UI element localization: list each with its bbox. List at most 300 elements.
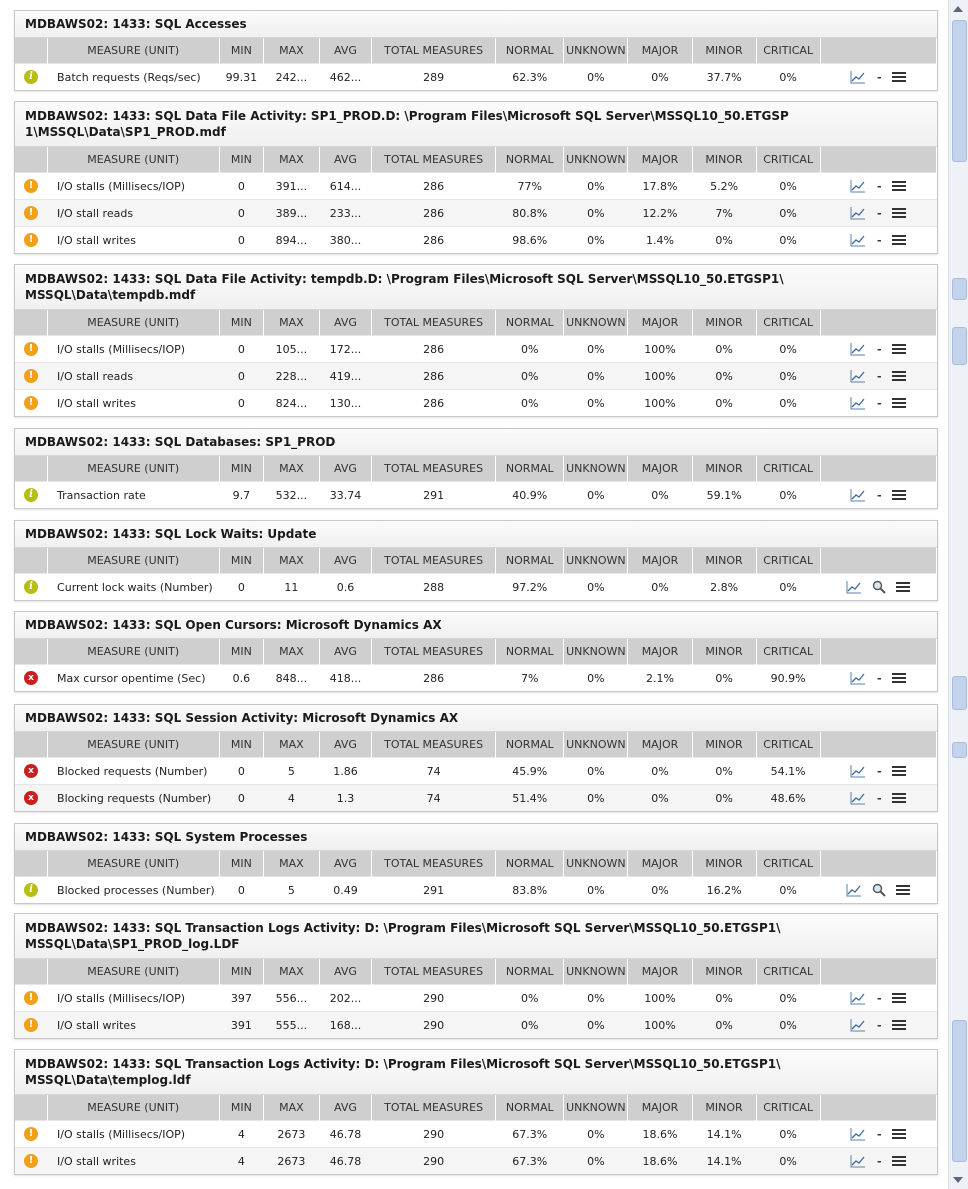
actions-column-header	[820, 38, 936, 64]
table-header-row	[15, 851, 937, 877]
column-header-major[interactable]: MAJOR	[628, 548, 692, 574]
column-header-minor[interactable]: MINOR	[692, 310, 756, 336]
severity-cell	[15, 985, 47, 1012]
column-header-minor[interactable]: MINOR	[692, 851, 756, 877]
column-header-avg[interactable]: AVG	[319, 1095, 371, 1121]
column-header-min[interactable]: MIN	[219, 732, 263, 758]
unknown-value: 0%	[564, 1148, 628, 1175]
min-value: 0	[219, 390, 263, 417]
details-list-icon[interactable]	[892, 208, 906, 219]
details-list-icon[interactable]	[892, 793, 906, 804]
column-header-critical[interactable]: CRITICAL	[756, 456, 820, 482]
severity-column-header	[15, 147, 47, 173]
vertical-scrollbar[interactable]	[948, 0, 968, 1189]
column-header-minor[interactable]: MINOR	[692, 548, 756, 574]
total-value: 286	[372, 390, 496, 417]
row-actions	[820, 758, 936, 785]
normal-value: 51.4%	[496, 785, 564, 812]
column-header-min[interactable]: MIN	[219, 38, 263, 64]
no-drilldown-dash: -	[877, 1154, 882, 1168]
column-header-measure[interactable]: MEASURE (UNIT)	[47, 310, 219, 336]
severity-column-header	[15, 38, 47, 64]
column-header-avg[interactable]: AVG	[319, 147, 371, 173]
column-header-normal[interactable]: NORMAL	[496, 1095, 564, 1121]
severity-column-header	[15, 732, 47, 758]
no-drilldown-dash: -	[877, 342, 882, 356]
total-value: 286	[372, 173, 496, 200]
column-header-unknown[interactable]: UNKNOWN	[564, 310, 628, 336]
no-drilldown-dash: -	[877, 764, 882, 778]
minor-value: 0%	[692, 363, 756, 390]
minor-value: 14.1%	[692, 1148, 756, 1175]
column-header-total[interactable]: TOTAL MEASURES	[372, 732, 496, 758]
column-header-min[interactable]: MIN	[219, 1095, 263, 1121]
column-header-major[interactable]: MAJOR	[628, 959, 692, 985]
actions-column-header	[820, 732, 936, 758]
normal-value: 97.2%	[496, 574, 564, 601]
table-header-row	[15, 38, 937, 64]
column-header-normal[interactable]: NORMAL	[496, 147, 564, 173]
details-list-icon[interactable]	[892, 1129, 906, 1140]
column-header-max[interactable]: MAX	[263, 38, 319, 64]
column-header-critical[interactable]: CRITICAL	[756, 959, 820, 985]
column-header-measure[interactable]: MEASURE (UNIT)	[47, 548, 219, 574]
normal-value: 0%	[496, 363, 564, 390]
avg-value: 46.78	[319, 1148, 371, 1175]
critical-value: 0%	[756, 877, 820, 904]
column-header-measure[interactable]: MEASURE (UNIT)	[47, 1095, 219, 1121]
major-value: 100%	[628, 390, 692, 417]
critical-value: 0%	[756, 336, 820, 363]
major-value: 18.6%	[628, 1148, 692, 1175]
no-drilldown-dash: -	[877, 791, 882, 805]
column-header-measure[interactable]: MEASURE (UNIT)	[47, 851, 219, 877]
column-header-normal[interactable]: NORMAL	[496, 732, 564, 758]
measure-name: I/O stall reads	[47, 363, 219, 390]
table-header-row	[15, 959, 937, 985]
measure-name: Current lock waits (Number)	[47, 574, 219, 601]
critical-value: 0%	[756, 1121, 820, 1148]
measures-table	[15, 1095, 937, 1174]
column-header-max[interactable]: MAX	[263, 456, 319, 482]
column-header-major[interactable]: MAJOR	[628, 732, 692, 758]
scroll-up-arrow-icon[interactable]	[953, 6, 963, 12]
column-header-unknown[interactable]: UNKNOWN	[564, 456, 628, 482]
column-header-critical[interactable]: CRITICAL	[756, 851, 820, 877]
warning-icon: !	[24, 1154, 38, 1168]
panel-title: MDBAWS02: 1433: SQL Transaction Logs Activity: D: \Program Files\Microsoft SQL Server\MSSQL10_50.ETGSP1\ MSSQL\Data\templog.ldf	[15, 1050, 937, 1095]
info-icon: i	[24, 70, 38, 84]
column-header-measure[interactable]: MEASURE (UNIT)	[47, 38, 219, 64]
major-value: 100%	[628, 363, 692, 390]
min-value: 0	[219, 200, 263, 227]
column-header-minor[interactable]: MINOR	[692, 732, 756, 758]
max-value: 2673	[263, 1148, 319, 1175]
details-list-icon[interactable]	[896, 885, 910, 896]
line-graph-icon[interactable]	[850, 207, 866, 220]
column-header-minor[interactable]: MINOR	[692, 456, 756, 482]
column-header-min[interactable]: MIN	[219, 548, 263, 574]
panel-title: MDBAWS02: 1433: SQL System Processes	[15, 824, 937, 851]
panel-title: MDBAWS02: 1433: SQL Session Activity: Microsoft Dynamics AX	[15, 705, 937, 732]
details-list-icon[interactable]	[892, 344, 906, 355]
no-drilldown-dash: -	[877, 233, 882, 247]
table-header-row	[15, 310, 937, 336]
column-header-avg[interactable]: AVG	[319, 732, 371, 758]
no-drilldown-dash: -	[877, 488, 882, 502]
details-list-icon[interactable]	[892, 993, 906, 1004]
column-header-unknown[interactable]: UNKNOWN	[564, 147, 628, 173]
min-value: 0	[219, 227, 263, 254]
info-icon: i	[24, 488, 38, 502]
min-value: 397	[219, 985, 263, 1012]
column-header-measure[interactable]: MEASURE (UNIT)	[47, 456, 219, 482]
column-header-major[interactable]: MAJOR	[628, 310, 692, 336]
normal-value: 0%	[496, 390, 564, 417]
column-header-normal[interactable]: NORMAL	[496, 548, 564, 574]
column-header-avg[interactable]: AVG	[319, 38, 371, 64]
normal-value: 0%	[496, 985, 564, 1012]
line-graph-icon[interactable]	[850, 992, 866, 1005]
unknown-value: 0%	[564, 785, 628, 812]
measures-table	[15, 851, 937, 903]
scrollbar-marker	[952, 327, 967, 365]
column-header-max[interactable]: MAX	[263, 310, 319, 336]
column-header-max[interactable]: MAX	[263, 639, 319, 665]
column-header-max[interactable]: MAX	[263, 732, 319, 758]
details-list-icon[interactable]	[892, 490, 906, 501]
severity-cell	[15, 665, 47, 692]
major-value: 12.2%	[628, 200, 692, 227]
measures-table	[15, 548, 937, 600]
no-drilldown-dash: -	[877, 179, 882, 193]
major-value: 0%	[628, 877, 692, 904]
normal-value: 83.8%	[496, 877, 564, 904]
total-value: 74	[372, 785, 496, 812]
measure-name: I/O stalls (Millisecs/IOP)	[47, 1121, 219, 1148]
column-header-minor[interactable]: MINOR	[692, 959, 756, 985]
column-header-normal[interactable]: NORMAL	[496, 851, 564, 877]
table-row	[15, 173, 937, 200]
line-graph-icon[interactable]	[850, 765, 866, 778]
column-header-unknown[interactable]: UNKNOWN	[564, 1095, 628, 1121]
column-header-major[interactable]: MAJOR	[628, 1095, 692, 1121]
details-list-icon[interactable]	[892, 766, 906, 777]
severity-column-header	[15, 310, 47, 336]
minor-value: 0%	[692, 336, 756, 363]
unknown-value: 0%	[564, 200, 628, 227]
column-header-max[interactable]: MAX	[263, 147, 319, 173]
details-list-icon[interactable]	[892, 235, 906, 246]
column-header-major[interactable]: MAJOR	[628, 456, 692, 482]
severity-column-header	[15, 639, 47, 665]
warning-icon: !	[24, 179, 38, 193]
normal-value: 45.9%	[496, 758, 564, 785]
column-header-total[interactable]: TOTAL MEASURES	[372, 548, 496, 574]
column-header-unknown[interactable]: UNKNOWN	[564, 548, 628, 574]
column-header-normal[interactable]: NORMAL	[496, 38, 564, 64]
total-value: 286	[372, 665, 496, 692]
scrollbar-thumb[interactable]	[952, 20, 967, 162]
max-value: 105...	[263, 336, 319, 363]
measure-panel	[14, 264, 938, 417]
total-value: 289	[372, 64, 496, 91]
column-header-unknown[interactable]: UNKNOWN	[564, 639, 628, 665]
major-value: 0%	[628, 758, 692, 785]
column-header-minor[interactable]: MINOR	[692, 38, 756, 64]
table-row	[15, 785, 937, 812]
line-graph-icon[interactable]	[850, 1019, 866, 1032]
column-header-critical[interactable]: CRITICAL	[756, 38, 820, 64]
column-header-unknown[interactable]: UNKNOWN	[564, 959, 628, 985]
scrollbar-marker	[952, 1020, 967, 1162]
column-header-normal[interactable]: NORMAL	[496, 959, 564, 985]
max-value: 556...	[263, 985, 319, 1012]
normal-value: 62.3%	[496, 64, 564, 91]
total-value: 291	[372, 482, 496, 509]
line-graph-icon[interactable]	[846, 884, 862, 897]
info-icon: i	[24, 883, 38, 897]
total-value: 286	[372, 336, 496, 363]
min-value: 0	[219, 785, 263, 812]
row-actions	[820, 574, 936, 601]
actions-column-header	[820, 456, 936, 482]
avg-value: 0.49	[319, 877, 371, 904]
line-graph-icon[interactable]	[850, 180, 866, 193]
column-header-major[interactable]: MAJOR	[628, 147, 692, 173]
critical-value: 48.6%	[756, 785, 820, 812]
column-header-max[interactable]: MAX	[263, 548, 319, 574]
line-graph-icon[interactable]	[850, 792, 866, 805]
column-header-measure[interactable]: MEASURE (UNIT)	[47, 147, 219, 173]
column-header-min[interactable]: MIN	[219, 639, 263, 665]
scrollbar-marker	[952, 676, 967, 710]
measures-table	[15, 639, 937, 691]
magnifier-icon[interactable]	[872, 883, 886, 897]
max-value: 894...	[263, 227, 319, 254]
measure-name: I/O stalls (Millisecs/IOP)	[47, 336, 219, 363]
column-header-min[interactable]: MIN	[219, 959, 263, 985]
avg-value: 33.74	[319, 482, 371, 509]
measure-name: I/O stalls (Millisecs/IOP)	[47, 985, 219, 1012]
measure-name: Transaction rate	[47, 482, 219, 509]
actions-column-header	[820, 147, 936, 173]
measure-panel	[14, 10, 938, 91]
column-header-major[interactable]: MAJOR	[628, 38, 692, 64]
min-value: 0	[219, 173, 263, 200]
details-list-icon[interactable]	[892, 1156, 906, 1167]
column-header-total[interactable]: TOTAL MEASURES	[372, 639, 496, 665]
actions-column-header	[820, 310, 936, 336]
column-header-minor[interactable]: MINOR	[692, 639, 756, 665]
panel-title: MDBAWS02: 1433: SQL Data File Activity: tempdb.D: \Program Files\Microsoft SQL Server\MSSQL10_50.ETGSP1\ MSSQL\Data\tempdb.mdf	[15, 265, 937, 310]
column-header-total[interactable]: TOTAL MEASURES	[372, 1095, 496, 1121]
no-drilldown-dash: -	[877, 70, 882, 84]
table-header-row	[15, 1095, 937, 1121]
minor-value: 7%	[692, 200, 756, 227]
scrollbar-marker	[952, 742, 967, 758]
major-value: 0%	[628, 64, 692, 91]
column-header-normal[interactable]: NORMAL	[496, 310, 564, 336]
column-header-minor[interactable]: MINOR	[692, 1095, 756, 1121]
scroll-down-arrow-icon[interactable]	[953, 1177, 963, 1183]
severity-cell	[15, 1012, 47, 1039]
total-value: 286	[372, 200, 496, 227]
column-header-max[interactable]: MAX	[263, 851, 319, 877]
column-header-unknown[interactable]: UNKNOWN	[564, 732, 628, 758]
details-list-icon[interactable]	[892, 398, 906, 409]
total-value: 74	[372, 758, 496, 785]
table-header-row	[15, 147, 937, 173]
column-header-min[interactable]: MIN	[219, 147, 263, 173]
major-value: 2.1%	[628, 665, 692, 692]
avg-value: 168...	[319, 1012, 371, 1039]
line-graph-icon[interactable]	[850, 234, 866, 247]
measures-table	[15, 959, 937, 1038]
scrollbar-marker	[952, 278, 967, 300]
line-graph-icon[interactable]	[846, 581, 862, 594]
severity-cell	[15, 1121, 47, 1148]
unknown-value: 0%	[564, 985, 628, 1012]
row-actions	[820, 227, 936, 254]
severity-cell	[15, 574, 47, 601]
max-value: 555...	[263, 1012, 319, 1039]
table-header-row	[15, 732, 937, 758]
severity-cell	[15, 173, 47, 200]
panel-title: MDBAWS02: 1433: SQL Databases: SP1_PROD	[15, 429, 937, 456]
row-actions	[820, 665, 936, 692]
details-list-icon[interactable]	[892, 1020, 906, 1031]
column-header-unknown[interactable]: UNKNOWN	[564, 851, 628, 877]
row-actions	[820, 336, 936, 363]
magnifier-icon[interactable]	[872, 580, 886, 594]
details-list-icon[interactable]	[892, 72, 906, 83]
minor-value: 0%	[692, 1012, 756, 1039]
avg-value: 419...	[319, 363, 371, 390]
column-header-total[interactable]: TOTAL MEASURES	[372, 959, 496, 985]
column-header-avg[interactable]: AVG	[319, 639, 371, 665]
column-header-minor[interactable]: MINOR	[692, 147, 756, 173]
column-header-min[interactable]: MIN	[219, 310, 263, 336]
line-graph-icon[interactable]	[850, 397, 866, 410]
normal-value: 7%	[496, 665, 564, 692]
warning-icon: !	[24, 206, 38, 220]
line-graph-icon[interactable]	[850, 370, 866, 383]
details-list-icon[interactable]	[892, 181, 906, 192]
no-drilldown-dash: -	[877, 1127, 882, 1141]
column-header-avg[interactable]: AVG	[319, 548, 371, 574]
total-value: 290	[372, 1148, 496, 1175]
column-header-avg[interactable]: AVG	[319, 310, 371, 336]
max-value: 4	[263, 785, 319, 812]
avg-value: 46.78	[319, 1121, 371, 1148]
line-graph-icon[interactable]	[850, 1155, 866, 1168]
minor-value: 0%	[692, 758, 756, 785]
column-header-normal[interactable]: NORMAL	[496, 456, 564, 482]
normal-value: 80.8%	[496, 200, 564, 227]
row-actions	[820, 985, 936, 1012]
critical-value: 0%	[756, 574, 820, 601]
avg-value: 462...	[319, 64, 371, 91]
column-header-measure[interactable]: MEASURE (UNIT)	[47, 959, 219, 985]
unknown-value: 0%	[564, 758, 628, 785]
total-value: 291	[372, 877, 496, 904]
critical-error-icon: x	[24, 791, 38, 805]
line-graph-icon[interactable]	[850, 1128, 866, 1141]
column-header-max[interactable]: MAX	[263, 1095, 319, 1121]
measure-name: I/O stall writes	[47, 390, 219, 417]
column-header-avg[interactable]: AVG	[319, 959, 371, 985]
minor-value: 16.2%	[692, 877, 756, 904]
table-row	[15, 1012, 937, 1039]
minor-value: 0%	[692, 390, 756, 417]
details-list-icon[interactable]	[892, 673, 906, 684]
column-header-measure[interactable]: MEASURE (UNIT)	[47, 639, 219, 665]
total-value: 290	[372, 1121, 496, 1148]
minor-value: 59.1%	[692, 482, 756, 509]
column-header-avg[interactable]: AVG	[319, 456, 371, 482]
avg-value: 380...	[319, 227, 371, 254]
avg-value: 172...	[319, 336, 371, 363]
column-header-max[interactable]: MAX	[263, 959, 319, 985]
column-header-measure[interactable]: MEASURE (UNIT)	[47, 732, 219, 758]
line-graph-icon[interactable]	[850, 343, 866, 356]
column-header-total[interactable]: TOTAL MEASURES	[372, 456, 496, 482]
column-header-normal[interactable]: NORMAL	[496, 639, 564, 665]
column-header-major[interactable]: MAJOR	[628, 639, 692, 665]
column-header-avg[interactable]: AVG	[319, 851, 371, 877]
max-value: 5	[263, 877, 319, 904]
major-value: 0%	[628, 482, 692, 509]
row-actions	[820, 363, 936, 390]
column-header-major[interactable]: MAJOR	[628, 851, 692, 877]
column-header-min[interactable]: MIN	[219, 851, 263, 877]
total-value: 286	[372, 363, 496, 390]
minor-value: 5.2%	[692, 173, 756, 200]
column-header-critical[interactable]: CRITICAL	[756, 732, 820, 758]
table-row	[15, 985, 937, 1012]
column-header-critical[interactable]: CRITICAL	[756, 310, 820, 336]
details-list-icon[interactable]	[896, 582, 910, 593]
line-graph-icon[interactable]	[850, 71, 866, 84]
column-header-total[interactable]: TOTAL MEASURES	[372, 310, 496, 336]
column-header-min[interactable]: MIN	[219, 456, 263, 482]
panel-title: MDBAWS02: 1433: SQL Accesses	[15, 11, 937, 38]
table-row	[15, 363, 937, 390]
total-value: 288	[372, 574, 496, 601]
min-value: 0	[219, 877, 263, 904]
column-header-total[interactable]: TOTAL MEASURES	[372, 38, 496, 64]
max-value: 2673	[263, 1121, 319, 1148]
row-actions	[820, 482, 936, 509]
column-header-critical[interactable]: CRITICAL	[756, 147, 820, 173]
column-header-critical[interactable]: CRITICAL	[756, 639, 820, 665]
column-header-total[interactable]: TOTAL MEASURES	[372, 851, 496, 877]
details-list-icon[interactable]	[892, 371, 906, 382]
column-header-total[interactable]: TOTAL MEASURES	[372, 147, 496, 173]
line-graph-icon[interactable]	[850, 672, 866, 685]
column-header-unknown[interactable]: UNKNOWN	[564, 38, 628, 64]
avg-value: 233...	[319, 200, 371, 227]
table-row	[15, 390, 937, 417]
unknown-value: 0%	[564, 336, 628, 363]
line-graph-icon[interactable]	[850, 489, 866, 502]
unknown-value: 0%	[564, 173, 628, 200]
column-header-critical[interactable]: CRITICAL	[756, 1095, 820, 1121]
panel-title: MDBAWS02: 1433: SQL Lock Waits: Update	[15, 521, 937, 548]
avg-value: 1.3	[319, 785, 371, 812]
column-header-critical[interactable]: CRITICAL	[756, 548, 820, 574]
